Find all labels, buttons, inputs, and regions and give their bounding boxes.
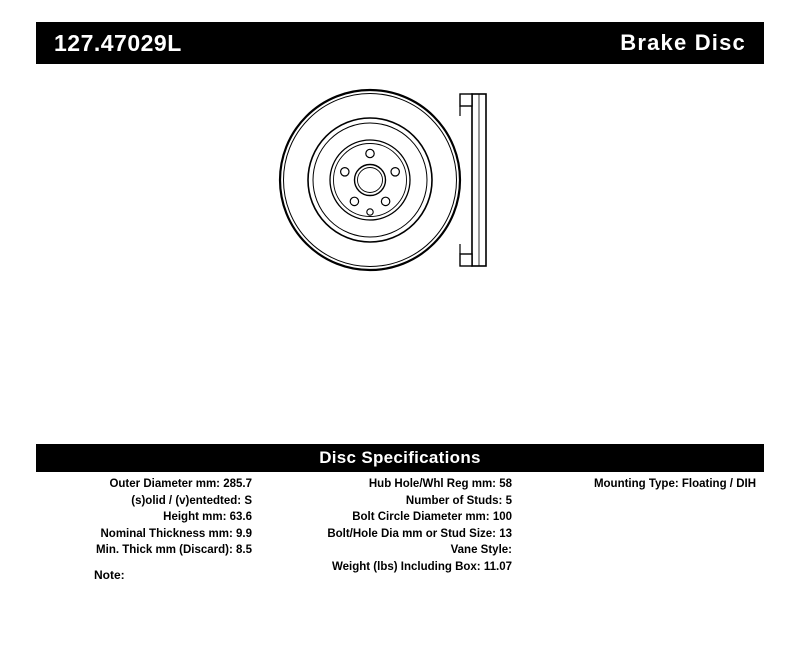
spec-label: Number of Studs:	[405, 494, 503, 507]
spec-label: Outer Diameter mm:	[109, 478, 221, 490]
header-bar	[36, 22, 764, 64]
specs-title: Disc Specifications	[319, 448, 481, 467]
spec-label: Height mm:	[163, 511, 227, 523]
spec-value: 63.6	[229, 511, 252, 523]
note-row	[36, 568, 764, 582]
spec-row	[36, 493, 252, 510]
product-drawing	[36, 80, 764, 410]
spec-row	[36, 542, 252, 559]
spec-value: 58	[499, 478, 512, 490]
rotor-edge-view	[460, 94, 486, 266]
spec-row	[36, 476, 252, 493]
spec-label: Min. Thick mm (Discard):	[96, 544, 233, 556]
specs-column-right	[518, 476, 764, 493]
spec-value: 8.5	[236, 544, 252, 556]
spec-value: 100	[492, 511, 512, 523]
page-title: Brake Disc	[620, 30, 746, 55]
spec-label: Bolt/Hole Dia mm or Stud Size:	[327, 527, 496, 540]
spec-row	[258, 542, 512, 559]
spec-row	[518, 476, 756, 493]
spec-value: 13	[499, 527, 512, 540]
spec-label: Vane Style:	[450, 544, 512, 556]
spec-value: 5	[505, 494, 512, 507]
spec-row	[258, 526, 512, 543]
specs-column-middle	[258, 476, 518, 575]
spec-row	[36, 526, 252, 543]
spec-row	[36, 509, 252, 526]
spec-value: Floating / DIH	[681, 478, 756, 490]
spec-label: Hub Hole/Whl Reg mm:	[368, 478, 496, 490]
spec-value: 9.9	[236, 527, 252, 540]
spec-value: 285.7	[223, 478, 252, 490]
specs-body	[36, 476, 764, 575]
spec-label: Mounting Type:	[593, 478, 679, 490]
rotor-face-view	[280, 90, 460, 270]
note-label: Note:	[94, 568, 125, 582]
specs-title-bar	[36, 444, 764, 472]
spec-label: Bolt Circle Diameter mm:	[352, 511, 490, 523]
spec-row	[258, 509, 512, 526]
spec-label: (s)olid / (v)entedted:	[131, 494, 242, 507]
spec-label: Weight (lbs) Including Box:	[332, 560, 481, 573]
spec-label: Nominal Thickness mm:	[100, 527, 233, 540]
spec-row	[258, 476, 512, 493]
spec-value: S	[244, 494, 252, 507]
specs-column-left	[36, 476, 258, 559]
spec-row	[258, 493, 512, 510]
spec-value: 11.07	[483, 560, 512, 573]
part-number: 127.47029L	[54, 29, 182, 56]
